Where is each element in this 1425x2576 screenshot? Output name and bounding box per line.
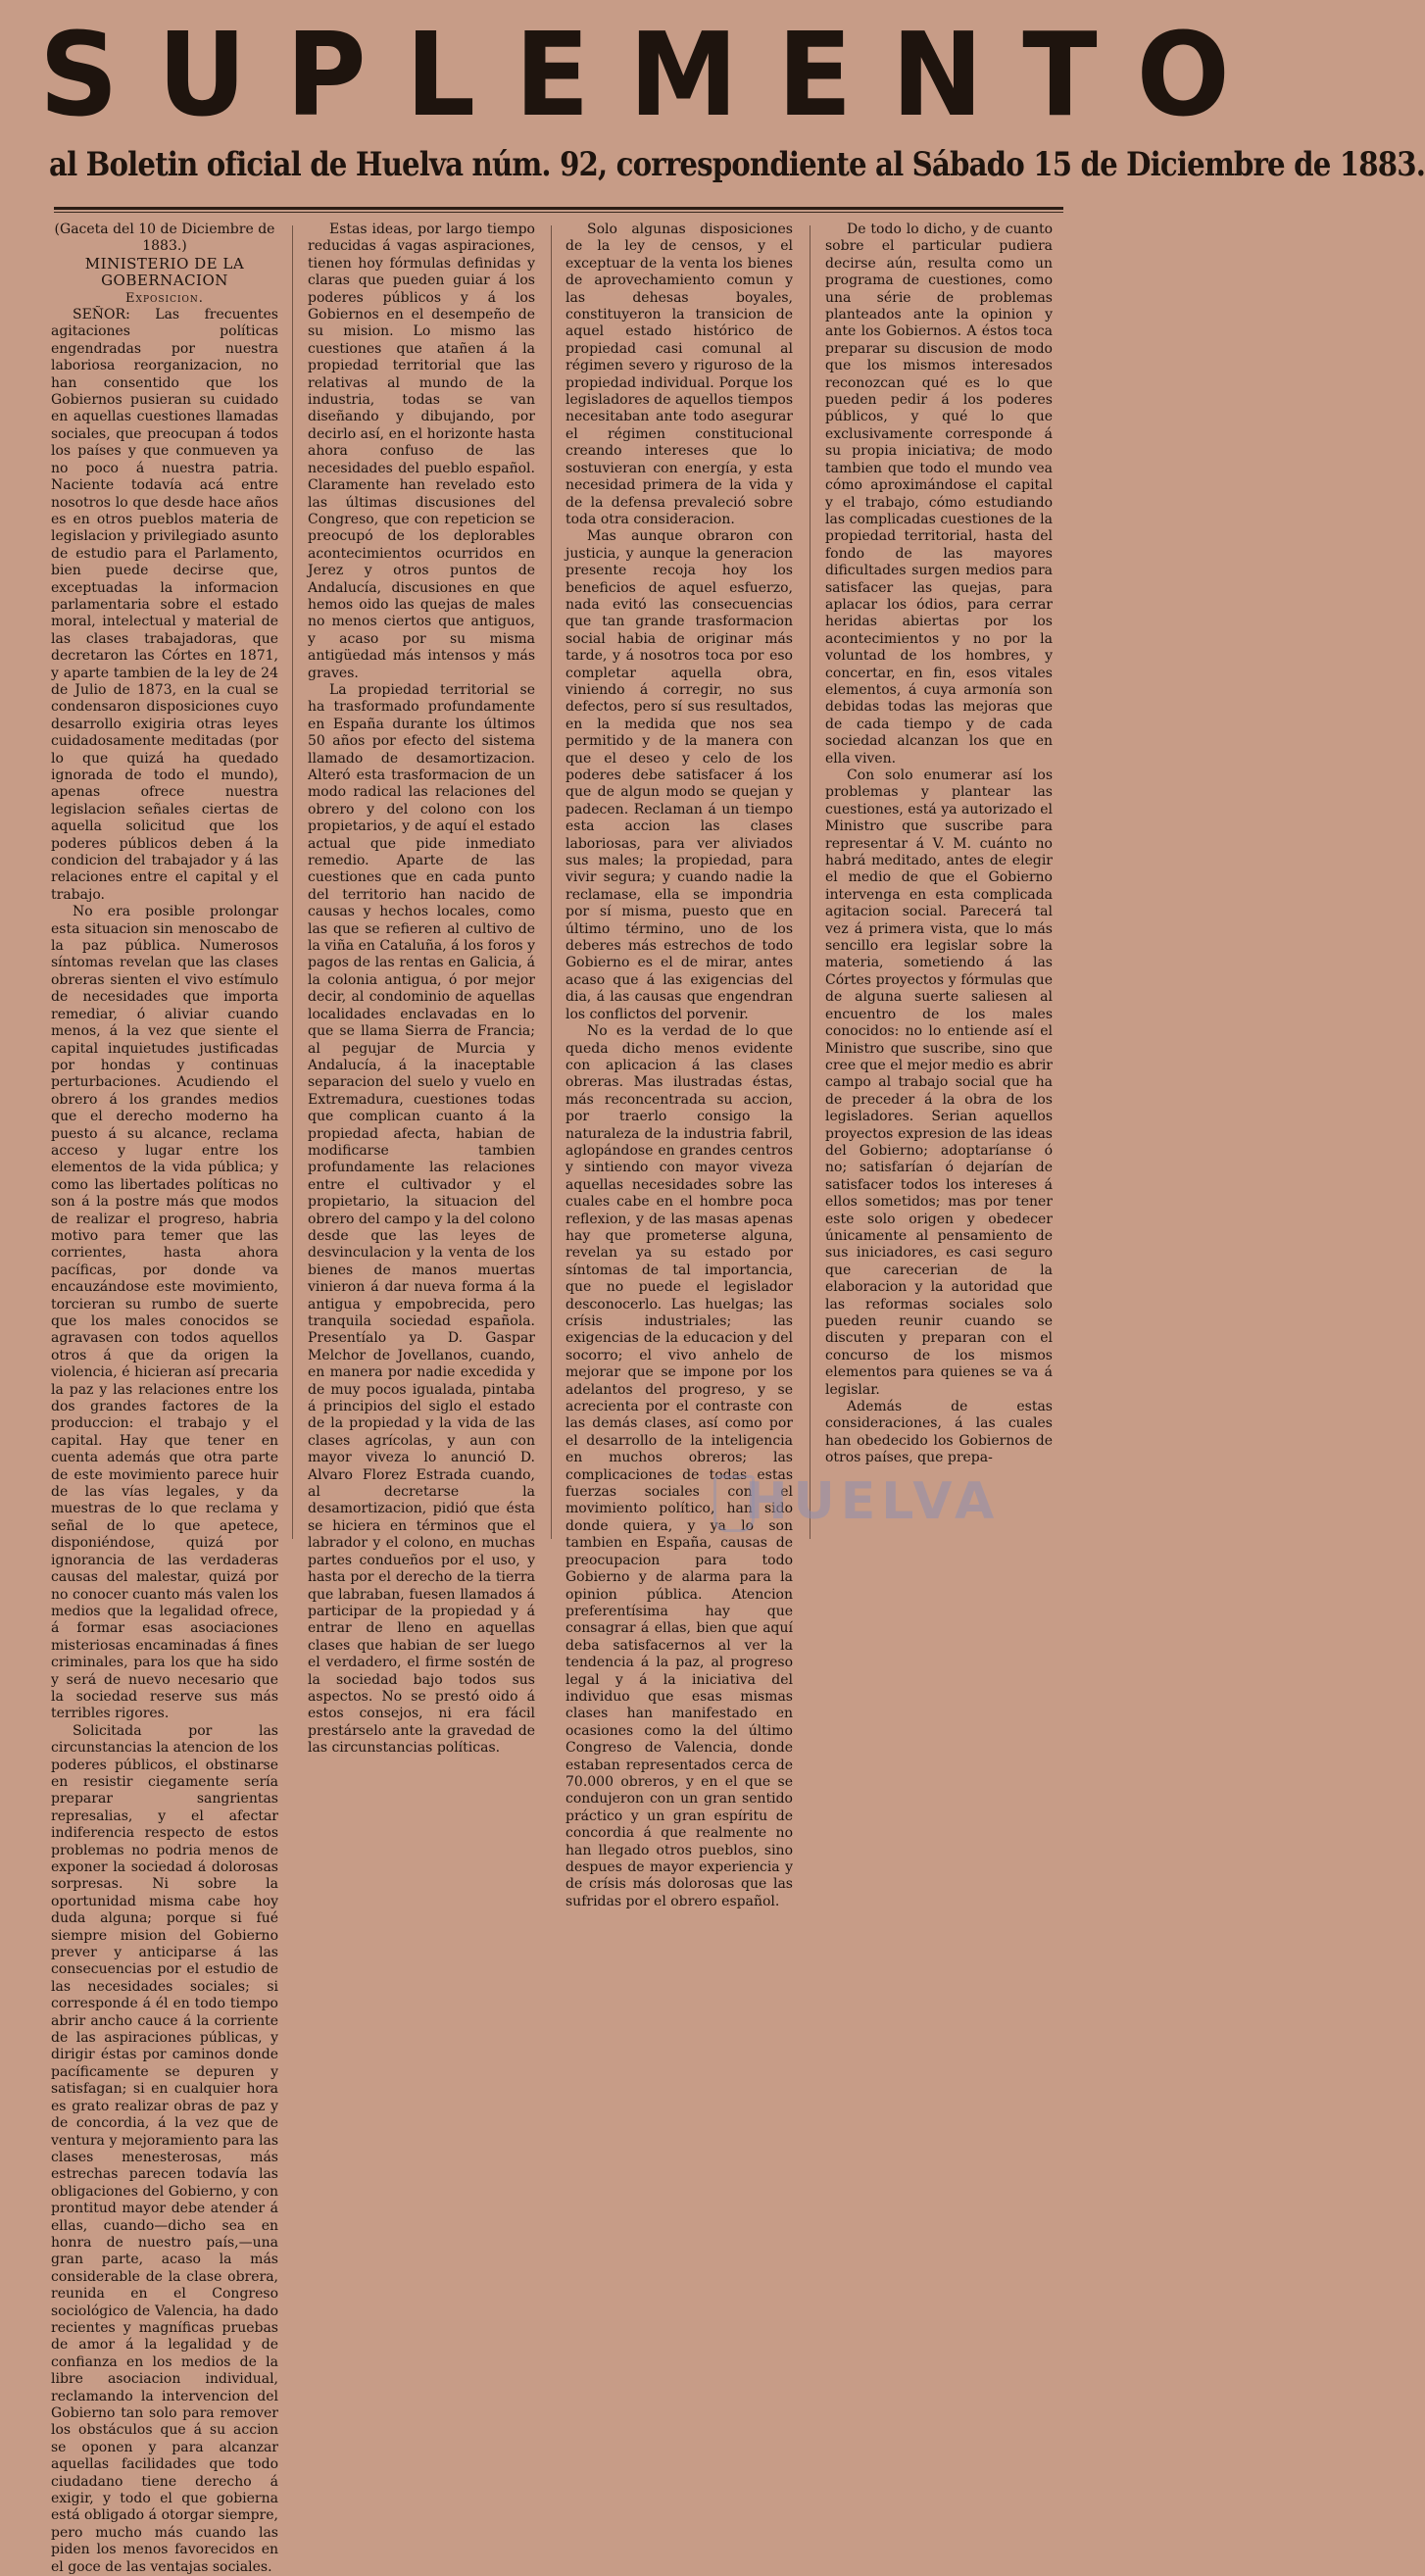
column-divider bbox=[551, 225, 552, 1539]
column-4 bbox=[825, 222, 1053, 1545]
column-divider bbox=[810, 225, 811, 1539]
masthead-title: SUPLEMENTO bbox=[39, 8, 1269, 143]
column-3 bbox=[565, 222, 793, 1909]
gazette-citation: (Gaceta del 10 de Diciembre de 1883.) bbox=[54, 222, 275, 255]
paragraph: De todo lo dicho, y de cuanto sobre el particular pudiera decirse aún, resulta como un programa de cuestiones, como una série de problemas planteados ante la opinion y ante los Gobiernos. A éstos toca preparar su discusion de modo que los mismos interesados reconozcan qué es lo que pueden pedir á los poderes públicos, y qué lo que exclusivamente corresponde á su propia iniciativa; de modo tambien que todo el mundo vea cómo aproximándose el capital y el trabajo, cómo estudiando las complicadas cuestiones de la propiedad territorial, hasta del fondo de las mayores dificultades surgen medios para satisfacer las quejas, para aplacar los ódios, para cerrar heridas abiertas por los acontecimientos y no por la voluntad de los hombres, y concertar, en fin, esos vitales elementos, á cuya armonía son debidas todas las mejoras que de cada tiempo y de cada sociedad alcanzan los que en ella viven. bbox=[825, 222, 1053, 767]
paragraph: Solo algunas disposiciones de la ley de censos, y el exceptuar de la venta los bienes de aprovechamiento comun y las dehesas boyales, constituyeron la transicion de aquel estado histórico de propiedad casi comunal al régimen severo y riguroso de la propiedad individual. Porque los legisladores de aquellos tiempos necesitaban ante todo asegurar el régimen constitucional creando intereses que lo sostuvieran con energía, y esta necesidad primera de la vida y de la defensa prevaleció sobre toda otra consideracion. bbox=[565, 222, 793, 527]
header-rule-thin bbox=[54, 212, 1063, 213]
section-heading: Exposicion. bbox=[125, 290, 204, 306]
header-rule-thick bbox=[54, 207, 1063, 210]
paragraph: No era posible prolongar esta situacion sin menoscabo de la paz pública. Numerosos síntomas revelan que las clases obreras sienten el vivo estímulo de necesidades que importa remediar, ó aliviar cuando menos, á la vez que siente el capital inquietudes justificadas por hondas y continuas perturbaciones. Acudiendo el obrero á los grandes medios que el derecho moderno ha puesto á su alcance, reclama acceso y lugar entre los elementos de la vida pública; y como las libertades políticas no son á la postre más que modos de realizar el progreso, habria motivo para temer que las corrientes, hasta ahora pacíficas, por donde va encauzándose este movimiento, torcieran su rumbo de suerte que los males conocidos se agravasen con todos aquellos otros á que da origen la violencia, é hicieran así precaria la paz y las relaciones entre los dos grandes factores de la produccion: el trabajo y el capital. Hay que tener en cuenta además que otra parte de este movimiento parece huir de las vías legales, y da muestras de lo que reclama y señal de lo que apetece, disponiéndose, quizá por ignorancia de las verdaderas causas del malestar, quizá por no conocer cuanto más valen los medios que la legalidad ofrece, á formar esas asociaciones misteriosas encaminadas á fines criminales, para los que ha sido y será de nuevo necesario que la sociedad reserve sus más terribles rigores. bbox=[51, 904, 278, 1722]
paragraph: No es la verdad de lo que queda dicho menos evidente con aplicacion á las clases obreras. Mas ilustradas éstas, más reconcentrada su accion, por traerlo consigo la naturaleza de la industria fabril, aglopándose en grandes centros y sintiendo con mayor viveza aquellas necesidades sobre las cuales cabe en el hombre poca reflexion, y de las masas apenas hay que prometerse alguna, revelan ya su estado por síntomas de tal importancia, que no puede el legislador desconocerlo. Las huelgas; las crísis industriales; las exigencias de la educacion y del socorro; el vivo anhelo de mejorar que se impone por los adelantos del progreso, y se acrecienta por el contraste con las demás clases, así como por el desarrollo de la inteligencia en muchos obreros; las complicaciones de todas estas fuerzas sociales con el movimiento político, han sido donde quiera, y ya lo son tambien en España, causas de preocupacion para todo Gobierno y de alarma para la opinion pública. Atencion preferentísima hay que consagrar á ellas, bien que aquí deba satisfacernos al ver la tendencia á la paz, al progreso legal y á la iniciativa del individuo que esas mismas clases han manifestado en ocasiones como la del último Congreso de Valencia, donde estaban representados cerca de 70.000 obreros, y en el que se condujeron con un gran sentido práctico y un gran espíritu de concordia á que realmente no han llegado otros pueblos, sino despues de mayor experiencia y de crísis más dolorosas que las sufridas por el obrero español. bbox=[565, 1023, 793, 1909]
ministry-heading: MINISTERIO DE LA GOBERNACION bbox=[84, 254, 245, 290]
paragraph: La propiedad territorial se ha trasformado profundamente en España durante los últimos 50 años por efecto del sistema llamado de desamortizacion. Alteró esta trasformacion de un modo radical las relaciones del obrero y del colono con los propietarios, y de aquí el estado actual que pide inmediato remedio. Aparte de las cuestiones que en cada punto del territorio han nacido de causas y hechos locales, como las que se refieren al cultivo de la viña en Cataluña, á los foros y pagos de las rentas en Galicia, á la colonia antigua, ó por mejor decir, al condominio de aquellas localidades enclavadas en lo que se llama Sierra de Francia; al pegujar de Murcia y Andalucía, á la inaceptable separacion del suelo y vuelo en Extremadura, cuestiones todas que complican cuanto á la propiedad afecta, habian de modificarse tambien profundamente las relaciones entre el cultivador y el propietario, la situacion del obrero del campo y la del colono desde que las leyes de desvinculacion y la venta de los bienes de manos muertas vinieron á dar nueva forma á la antigua y empobrecida, pero tranquila sociedad española. Presentíalo ya D. Gaspar Melchor de Jovellanos, cuando, en manera por nadie excedida y de muy pocos igualada, pintaba á principios del siglo el estado de la propiedad y la vida de las clases agrícolas, y aun con mayor viveza lo anunció D. Alvaro Florez Estrada cuando, al decretarse la desamortizacion, pidió que ésta se hiciera en términos que el labrador y el colono, en muchas partes condueños por el uso, y hasta por el derecho de la tierra que labraban, fuesen llamados á participar de la propiedad y á entrar de lleno en aquellas clases que habian de ser luego el verdadero, el firme sostén de la sociedad bajo todos sus aspectos. No se prestó oido á estos consejos, ni era fácil prestárselo ante la gravedad de las circunstancias políticas. bbox=[308, 681, 535, 1757]
column-1 bbox=[51, 222, 278, 2575]
watermark: HUELVA bbox=[745, 1472, 1001, 1531]
paragraph: Mas aunque obraron con justicia, y aunque la generacion presente recoja hoy los beneficios de aquel esfuerzo, nada evitó las consecuencias que tan grande trasformacion social habia de originar más tarde, y á nosotros toca por eso completar aquella obra, viniendo á corregir, no sus defectos, pero sí sus resultados, en la medida que nos sea permitido y de la manera con que el deseo y celo de los poderes debe satisfacer á los que de algun modo se quejan y padecen. Reclaman á un tiempo esta accion las clases laboriosas, para ver aliviados sus males; la propiedad, para vivir segura; y cuando nadie la reclamase, ella se impondria por sí misma, puesto que en último término, uno de los deberes más estrechos de todo Gobierno es el de mirar, antes acaso que á las exigencias del dia, á las causas que engendran los conflictos del porvenir. bbox=[565, 528, 793, 1022]
article-columns bbox=[51, 222, 1070, 2575]
paragraph: Estas ideas, por largo tiempo reducidas á vagas aspiraciones, tienen hoy fórmulas definidas y claras que pueden guiar á los poderes públicos y á los Gobiernos en el desempeño de su mision. Lo mismo las cuestiones que atañen á la propiedad territorial que las relativas al mundo de la industria, todas se van diseñando y dibujando, por decirlo así, en el horizonte hasta ahora confuso de las necesidades del pueblo español. Claramente han revelado esto las últimas discusiones del Congreso, que con repeticion se preocupó de los deplorables acontecimientos ocurridos en Jerez y otros puntos de Andalucía, discusiones en que hemos oido las quejas de males no menos ciertos que antiguos, y acaso por su misma antigüedad más intensos y más graves. bbox=[308, 222, 535, 681]
paragraph: Solicitada por las circunstancias la atencion de los poderes públicos, el obstinarse en resistir ciegamente sería preparar sangrientas represalias, y el afectar indiferencia respecto de estos problemas no podria menos de exponer la sociedad á dolorosas sorpresas. Ni sobre la oportunidad misma cabe hoy duda alguna; porque si fué siempre mision del Gobierno prever y anticiparse á las consecuencias por el estudio de las necesidades sociales; si corresponde á él en todo tiempo abrir ancho cauce á la corriente de las aspiraciones públicas, y dirigir éstas por caminos donde pacíficamente se depuren y satisfagan; si en cualquier hora es grato realizar obras de paz y de concordia, á la vez que de ventura y mejoramiento para las clases menesterosas, más estrechas parecen todavía las obligaciones del Gobierno, y con prontitud mayor debe atender á ellas, cuando—dicho sea en honra de nuestro país,—una gran parte, acaso la más considerable de la clase obrera, reunida en el Congreso sociológico de Valencia, ha dado recientes y magníficas pruebas de amor á la legalidad y de confianza en los medios de la libre asociacion individual, reclamando la intervencion del Gobierno tan solo para remover los obstáculos que á su accion se oponen y para alcanzar aquellas facilidades que todo ciudadano tiene derecho á exigir, y todo el que gobierna está obligado á otorgar siempre, pero mucho más cuando las piden los menos favorecidos en el goce de las ventajas sociales. bbox=[51, 1722, 278, 2575]
paragraph: SEÑOR: Las frecuentes agitaciones políticas engendradas por nuestra laboriosa reorganizacion, no han consentido que los Gobiernos pusieran su cuidado en aquellas cuestiones llamadas sociales, que preocupan á todos los países y que conmueven ya no poco á nuestra patria. Naciente todavía acá entre nosotros lo que desde hace años es en otros pueblos materia de legislacion y privilegiado asunto de estudio para el Parlamento, bien puede decirse que, exceptuadas la informacion parlamentaria sobre el estado moral, intelectual y material de las clases trabajadoras, que decretaron las Córtes en 1871, y aparte tambien de la ley de 24 de Julio de 1873, en la cual se condensaron disposiciones cuyo desarrollo exigiria otras leyes cuidadosamente meditadas (por lo que quizá ha quedado ignorada de todo el mundo), apenas ofrece nuestra legislacion señales ciertas de aquella solicitud que los poderes públicos deben á la condicion del trabajador y á las relaciones entre el capital y el trabajo. bbox=[51, 307, 278, 903]
paragraph: Con solo enumerar así los problemas y plantear las cuestiones, está ya autorizado el Ministro que suscribe para representar á V. M. cuánto no habrá meditado, antes de elegir el medio de que el Gobierno intervenga en esta complicada agitacion social. Parecerá tal vez á primera vista, que lo más sencillo era legislar sobre la materia, sometiendo á las Córtes proyectos y fórmulas que de alguna suerte saliesen al encuentro de los males conocidos: no lo entiende así el Ministro que suscribe, sino que cree que el mejor medio es abrir campo al trabajo social que ha de preceder á la obra de los legisladores. Serian aquellos proyectos expresion de las ideas del Gobierno; adoptaríanse ó no; satisfarían ó dejarían de satisfacer todos los intereses á ellos sometidos; mas por tener este solo origen y obedecer únicamente al pensamiento de sus iniciadores, es casi seguro que carecerian de la elaboracion y la autoridad que las reformas sociales solo pueden reunir cuando se discuten y preparan con el concurso de los mismos elementos para quienes se va á legislar. bbox=[825, 768, 1053, 1398]
paragraph: Además de estas consideraciones, á las cuales han obedecido los Gobiernos de otros países, que prepa- bbox=[825, 1399, 1053, 1466]
masthead-subtitle: al Boletin oficial de Huelva núm. 92, correspondiente al Sábado 15 de Diciembre de 1883. bbox=[49, 145, 1425, 184]
column-2 bbox=[308, 222, 535, 1757]
column-divider bbox=[292, 225, 293, 1539]
